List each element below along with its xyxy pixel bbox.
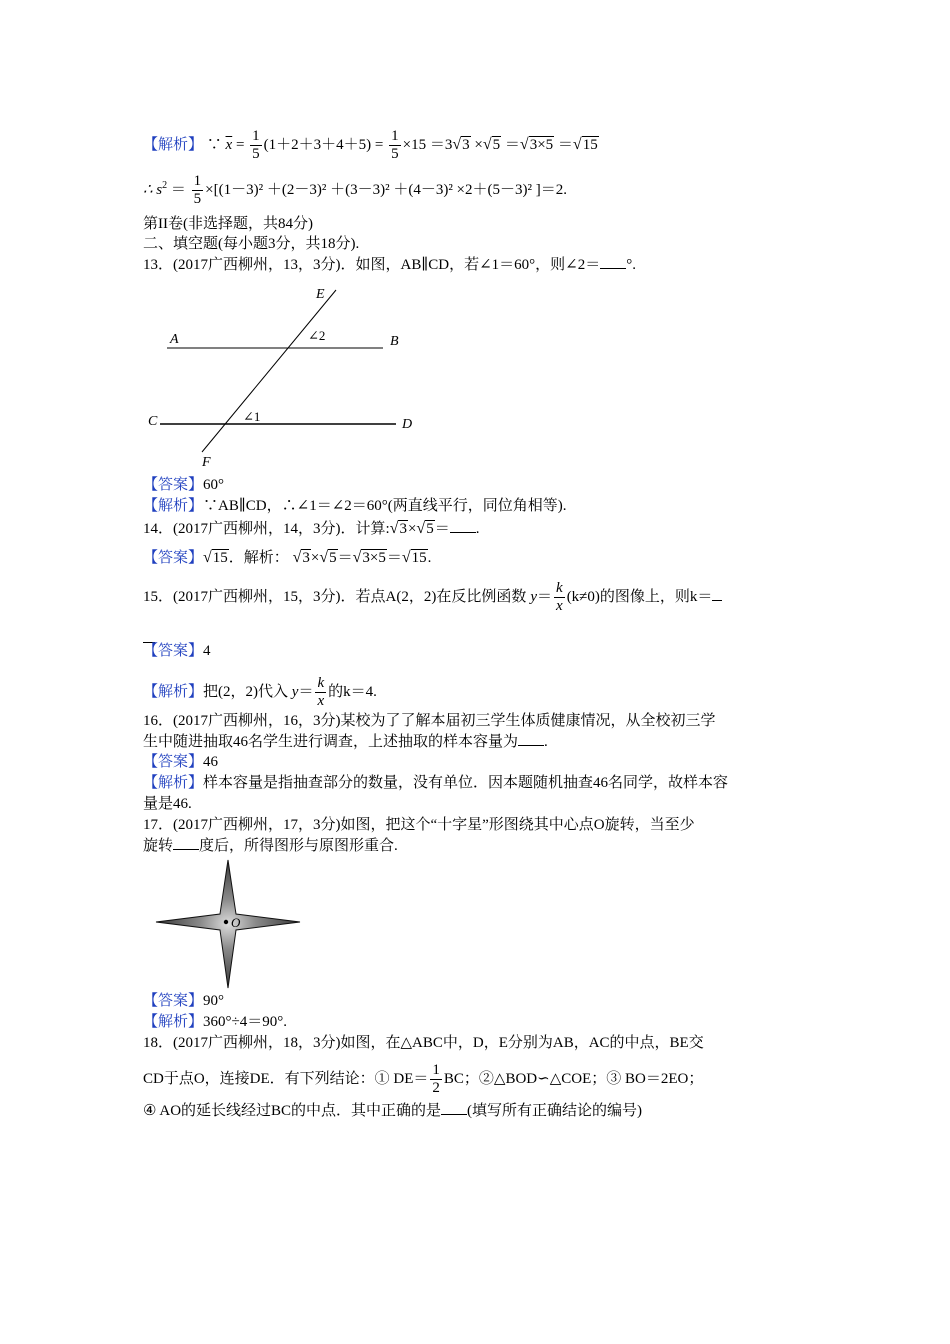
q17-cross-star-figure xyxy=(150,858,305,993)
transversal-ef xyxy=(202,290,336,452)
q14-stem: 14．(2017广西柳州，14，3分)．计算:√3×√5＝ . xyxy=(143,520,480,537)
fraction-one-fifth: $\frac{1}{5}$ xyxy=(252,128,260,162)
q17-stem-line2: 旋转 度后，所得图形与原图形重合. xyxy=(143,838,398,854)
label-angle-1: ∠1 xyxy=(243,409,261,424)
q17-stem-line1: 17．(2017广西柳州，17，3分)如图，把这个“十字星”形图绕其中心点O旋转，当至少 xyxy=(143,817,695,833)
q18-stem-line1: 18．(2017广西柳州，18，3分)如图，在△ABC中，D，E分别为AB，AC的中点，BE交 xyxy=(143,1035,704,1051)
analysis-tag: 【解析】 xyxy=(143,136,204,153)
volume-title: 第II卷(非选择题，共84分) xyxy=(143,216,313,232)
answer-blank xyxy=(173,836,199,850)
answer-blank xyxy=(450,519,476,533)
label-a: A xyxy=(170,332,179,347)
label-f: F xyxy=(202,455,211,470)
q18-stem-line2: CD于点O，连接DE．有下列结论：① DE＝ $\frac{1}{2}$ BC；②△BOD∽△COE；③ BO＝2EO； xyxy=(143,1062,704,1096)
sqrt: √5 xyxy=(482,135,501,153)
label-e: E xyxy=(316,287,325,302)
q13-stem: 13．(2017广西柳州，13，3分)．如图，AB∥CD，若∠1＝60°，则∠2＝ °. xyxy=(143,257,636,273)
star-shape xyxy=(156,860,300,988)
q17-analysis: 【解析】360°÷4＝90°. xyxy=(143,1014,287,1030)
intro-variance-line: ∴ $s^2$ ＝ $\frac{1}{5}$ ×[(1－3)² ＋(2－3)² ＋(3－3)² ＋(4－3)² ×2＋(5－3)² ]＝2. xyxy=(143,173,568,207)
q16-stem-line2: 生中随进抽取46名学生进行调查，上述抽取的样本容量为 . xyxy=(143,734,548,750)
label-o: O xyxy=(231,915,241,930)
q13-answer: 【答案】60° xyxy=(143,477,225,493)
answer-blank xyxy=(600,255,626,269)
q15-stem: 15．(2017广西柳州，15，3分)．若点A(2，2)在反比例函数 y＝ $\frac{k}{x}$ (k≠0)的图像上，则k＝ xyxy=(143,580,722,615)
fraction-one-fifth: $\frac{1}{5}$ xyxy=(391,128,399,162)
label-c: C xyxy=(148,414,158,429)
q13-parallel-lines-figure xyxy=(140,280,440,475)
answer-blank xyxy=(441,1101,467,1115)
sqrt: √15 xyxy=(572,135,598,153)
label-angle-2: ∠2 xyxy=(308,328,326,343)
q16-analysis-line1: 【解析】样本容量是指抽查部分的数量，没有单位．因本题随机抽查46名同学，故样本容 xyxy=(143,775,729,791)
q16-answer: 【答案】46 xyxy=(143,754,219,770)
center-point xyxy=(224,920,228,924)
fraction-one-fifth: $\frac{1}{5}$ xyxy=(193,173,202,207)
intro-mean-line: 【解析】 ∵ $\overline{x}$ = $\frac{1}{5}$ (1＋2＋3＋4＋5) = $\frac{1}{5}$ ×15 ＝3√3 ×√5 ＝√3×5 ＝√15 xyxy=(143,128,598,162)
q15-answer: 【答案】4 xyxy=(143,643,211,659)
part-title: 二、填空题(每小题3分，共18分). xyxy=(143,236,360,252)
q13-analysis: 【解析】∵AB∥CD，∴∠1＝∠2＝60°(两直线平行，同位角相等). xyxy=(143,498,567,514)
q16-analysis-line2: 量是46. xyxy=(143,796,192,812)
label-d: D xyxy=(402,417,413,432)
answer-blank xyxy=(518,732,544,746)
sqrt: √3×5 xyxy=(519,135,554,153)
q18-stem-line3: ④ AO的延长线经过BC的中点．其中正确的是 (填写所有正确结论的编号) xyxy=(143,1103,643,1119)
answer-blank xyxy=(712,587,722,601)
q17-answer: 【答案】90° xyxy=(143,993,225,1009)
q16-stem-line1: 16．(2017广西柳州，16，3分)某校为了了解本届初三学生体质健康情况，从全校初三学 xyxy=(143,713,716,729)
q15-analysis: 【解析】把(2，2)代入 y＝ $\frac{k}{x}$ 的k＝4. xyxy=(143,675,377,709)
sqrt: √3 xyxy=(452,135,470,153)
label-b: B xyxy=(390,334,399,349)
q14-answer: 【答案】√15．解析： √3×√5＝√3×5＝√15. xyxy=(143,549,432,566)
